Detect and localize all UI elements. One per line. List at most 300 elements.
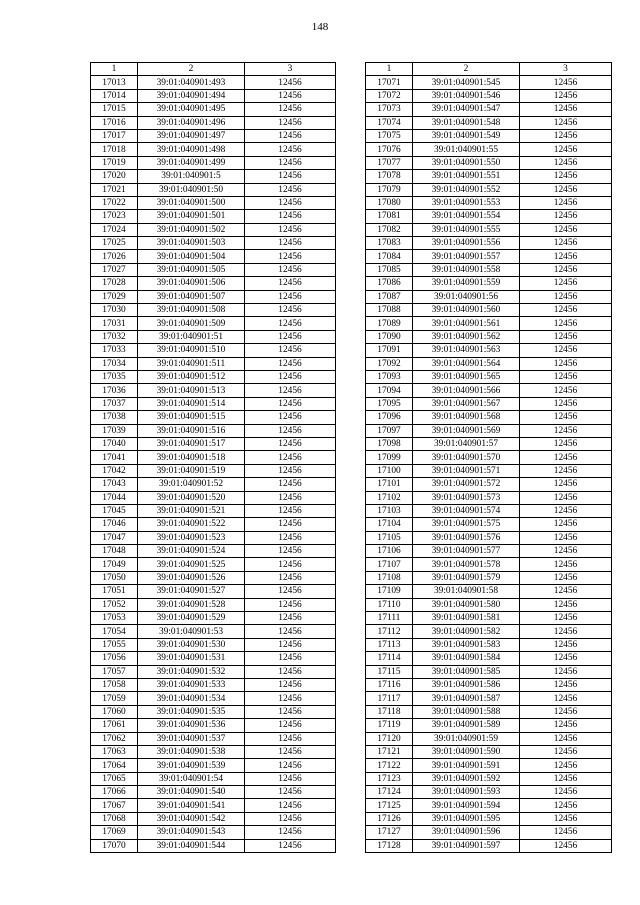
cell-value: 12456 — [245, 424, 336, 437]
cell-row-number: 17101 — [366, 478, 413, 491]
table-row — [366, 196, 612, 209]
table-row — [91, 76, 336, 89]
cell-row-number: 17038 — [91, 411, 138, 424]
cell-value: 12456 — [520, 558, 612, 571]
cell-cadastral-number: 39:01:040901:543 — [138, 826, 245, 839]
table-row — [366, 531, 612, 544]
cell-row-number: 17017 — [91, 129, 138, 142]
cell-value: 12456 — [245, 250, 336, 263]
cell-row-number: 17015 — [91, 103, 138, 116]
cell-value: 12456 — [520, 357, 612, 370]
table-row — [91, 116, 336, 129]
cell-cadastral-number: 39:01:040901:578 — [413, 558, 520, 571]
cell-row-number: 17061 — [91, 719, 138, 732]
cell-row-number: 17063 — [91, 745, 138, 758]
cell-cadastral-number: 39:01:040901:531 — [138, 652, 245, 665]
cell-cadastral-number: 39:01:040901:494 — [138, 89, 245, 102]
cell-value: 12456 — [245, 210, 336, 223]
cell-value: 12456 — [520, 196, 612, 209]
cell-cadastral-number: 39:01:040901:59 — [413, 732, 520, 745]
cell-value: 12456 — [520, 103, 612, 116]
cell-value: 12456 — [245, 143, 336, 156]
cell-row-number: 17073 — [366, 103, 413, 116]
cell-row-number: 17093 — [366, 370, 413, 383]
cell-cadastral-number: 39:01:040901:55 — [413, 143, 520, 156]
cell-row-number: 17116 — [366, 678, 413, 691]
cell-cadastral-number: 39:01:040901:505 — [138, 263, 245, 276]
table-row — [366, 745, 612, 758]
cell-cadastral-number: 39:01:040901:537 — [138, 732, 245, 745]
cell-value: 12456 — [245, 156, 336, 169]
registry-table-right — [365, 62, 612, 853]
cell-row-number: 17074 — [366, 116, 413, 129]
cell-value: 12456 — [520, 384, 612, 397]
cell-cadastral-number: 39:01:040901:579 — [413, 571, 520, 584]
cell-cadastral-number: 39:01:040901:538 — [138, 745, 245, 758]
cell-cadastral-number: 39:01:040901:519 — [138, 464, 245, 477]
table-row — [91, 719, 336, 732]
cell-value: 12456 — [245, 665, 336, 678]
cell-cadastral-number: 39:01:040901:569 — [413, 424, 520, 437]
cell-row-number: 17088 — [366, 304, 413, 317]
table-row — [91, 692, 336, 705]
cell-cadastral-number: 39:01:040901:500 — [138, 196, 245, 209]
cell-row-number: 17078 — [366, 170, 413, 183]
cell-cadastral-number: 39:01:040901:544 — [138, 839, 245, 852]
cell-cadastral-number: 39:01:040901:548 — [413, 116, 520, 129]
cell-value: 12456 — [245, 598, 336, 611]
cell-value: 12456 — [520, 638, 612, 651]
cell-cadastral-number: 39:01:040901:53 — [138, 625, 245, 638]
cell-value: 12456 — [520, 678, 612, 691]
cell-value: 12456 — [520, 143, 612, 156]
table-row — [91, 237, 336, 250]
table-row — [91, 196, 336, 209]
table-row — [91, 156, 336, 169]
cell-cadastral-number: 39:01:040901:554 — [413, 210, 520, 223]
cell-value: 12456 — [245, 705, 336, 718]
table-row — [91, 317, 336, 330]
cell-row-number: 17091 — [366, 344, 413, 357]
table-row — [366, 839, 612, 852]
table-row — [366, 665, 612, 678]
table-row — [91, 183, 336, 196]
cell-cadastral-number: 39:01:040901:560 — [413, 304, 520, 317]
cell-cadastral-number: 39:01:040901:581 — [413, 612, 520, 625]
cell-value: 12456 — [520, 799, 612, 812]
cell-value: 12456 — [245, 839, 336, 852]
cell-value: 12456 — [520, 625, 612, 638]
cell-value: 12456 — [245, 170, 336, 183]
cell-row-number: 17028 — [91, 277, 138, 290]
cell-value: 12456 — [245, 103, 336, 116]
cell-cadastral-number: 39:01:040901:536 — [138, 719, 245, 732]
cell-value: 12456 — [520, 812, 612, 825]
cell-value: 12456 — [520, 290, 612, 303]
table-row — [366, 705, 612, 718]
cell-value: 12456 — [245, 330, 336, 343]
cell-cadastral-number: 39:01:040901:517 — [138, 437, 245, 450]
table-row — [91, 558, 336, 571]
table-row — [366, 357, 612, 370]
cell-row-number: 17041 — [91, 451, 138, 464]
cell-value: 12456 — [520, 210, 612, 223]
cell-cadastral-number: 39:01:040901:54 — [138, 772, 245, 785]
table-row — [366, 598, 612, 611]
table-row — [366, 545, 612, 558]
cell-row-number: 17105 — [366, 531, 413, 544]
cell-value: 12456 — [245, 558, 336, 571]
cell-row-number: 17044 — [91, 491, 138, 504]
cell-row-number: 17104 — [366, 518, 413, 531]
cell-cadastral-number: 39:01:040901:595 — [413, 812, 520, 825]
table-row — [91, 170, 336, 183]
cell-value: 12456 — [245, 692, 336, 705]
cell-value: 12456 — [245, 196, 336, 209]
cell-row-number: 17029 — [91, 290, 138, 303]
table-row — [91, 397, 336, 410]
cell-row-number: 17121 — [366, 745, 413, 758]
cell-value: 12456 — [245, 571, 336, 584]
table-row — [91, 143, 336, 156]
cell-cadastral-number: 39:01:040901:576 — [413, 531, 520, 544]
cell-row-number: 17052 — [91, 598, 138, 611]
cell-row-number: 17095 — [366, 397, 413, 410]
cell-cadastral-number: 39:01:040901:539 — [138, 759, 245, 772]
table-row — [91, 290, 336, 303]
cell-value: 12456 — [520, 330, 612, 343]
cell-row-number: 17042 — [91, 464, 138, 477]
cell-cadastral-number: 39:01:040901:561 — [413, 317, 520, 330]
cell-value: 12456 — [245, 384, 336, 397]
cell-cadastral-number: 39:01:040901:5 — [138, 170, 245, 183]
cell-value: 12456 — [245, 719, 336, 732]
cell-cadastral-number: 39:01:040901:562 — [413, 330, 520, 343]
cell-cadastral-number: 39:01:040901:498 — [138, 143, 245, 156]
cell-cadastral-number: 39:01:040901:547 — [413, 103, 520, 116]
cell-value: 12456 — [520, 612, 612, 625]
cell-row-number: 17057 — [91, 665, 138, 678]
cell-cadastral-number: 39:01:040901:565 — [413, 370, 520, 383]
cell-cadastral-number: 39:01:040901:522 — [138, 518, 245, 531]
cell-row-number: 17031 — [91, 317, 138, 330]
cell-cadastral-number: 39:01:040901:546 — [413, 89, 520, 102]
cell-row-number: 17039 — [91, 424, 138, 437]
table-row — [366, 504, 612, 517]
cell-value: 12456 — [245, 531, 336, 544]
table-row — [91, 103, 336, 116]
cell-row-number: 17016 — [91, 116, 138, 129]
table-row — [366, 411, 612, 424]
cell-value: 12456 — [520, 156, 612, 169]
cell-value: 12456 — [520, 585, 612, 598]
cell-row-number: 17119 — [366, 719, 413, 732]
cell-cadastral-number: 39:01:040901:574 — [413, 504, 520, 517]
cell-cadastral-number: 39:01:040901:526 — [138, 571, 245, 584]
cell-row-number: 17081 — [366, 210, 413, 223]
cell-value: 12456 — [245, 116, 336, 129]
cell-value: 12456 — [245, 370, 336, 383]
table-row — [91, 665, 336, 678]
cell-cadastral-number: 39:01:040901:550 — [413, 156, 520, 169]
cell-value: 12456 — [520, 839, 612, 852]
cell-cadastral-number: 39:01:040901:502 — [138, 223, 245, 236]
cell-cadastral-number: 39:01:040901:497 — [138, 129, 245, 142]
cell-cadastral-number: 39:01:040901:580 — [413, 598, 520, 611]
cell-value: 12456 — [520, 277, 612, 290]
cell-cadastral-number: 39:01:040901:567 — [413, 397, 520, 410]
cell-value: 12456 — [245, 504, 336, 517]
cell-cadastral-number: 39:01:040901:525 — [138, 558, 245, 571]
cell-cadastral-number: 39:01:040901:508 — [138, 304, 245, 317]
cell-row-number: 17013 — [91, 76, 138, 89]
table-row — [366, 692, 612, 705]
table-row — [91, 571, 336, 584]
table-row — [366, 263, 612, 276]
cell-value: 12456 — [520, 732, 612, 745]
cell-value: 12456 — [245, 652, 336, 665]
table-row — [91, 652, 336, 665]
cell-cadastral-number: 39:01:040901:551 — [413, 170, 520, 183]
cell-value: 12456 — [520, 183, 612, 196]
cell-value: 12456 — [520, 478, 612, 491]
cell-row-number: 17047 — [91, 531, 138, 544]
cell-cadastral-number: 39:01:040901:527 — [138, 585, 245, 598]
cell-value: 12456 — [520, 504, 612, 517]
table-row — [91, 370, 336, 383]
cell-value: 12456 — [245, 638, 336, 651]
cell-row-number: 17123 — [366, 772, 413, 785]
cell-cadastral-number: 39:01:040901:542 — [138, 812, 245, 825]
table-row — [366, 250, 612, 263]
cell-value: 12456 — [245, 585, 336, 598]
cell-cadastral-number: 39:01:040901:558 — [413, 263, 520, 276]
cell-row-number: 17068 — [91, 812, 138, 825]
cell-value: 12456 — [245, 317, 336, 330]
table-row — [91, 129, 336, 142]
cell-row-number: 17034 — [91, 357, 138, 370]
column-header-cadastral: 2 — [413, 63, 520, 76]
cell-value: 12456 — [245, 183, 336, 196]
cell-value: 12456 — [245, 277, 336, 290]
table-row — [366, 786, 612, 799]
table-row — [366, 183, 612, 196]
table-row — [366, 518, 612, 531]
cell-cadastral-number: 39:01:040901:571 — [413, 464, 520, 477]
cell-cadastral-number: 39:01:040901:56 — [413, 290, 520, 303]
table-row — [366, 571, 612, 584]
cell-value: 12456 — [520, 705, 612, 718]
cell-value: 12456 — [520, 237, 612, 250]
table-row — [366, 772, 612, 785]
cell-cadastral-number: 39:01:040901:575 — [413, 518, 520, 531]
table-row — [91, 384, 336, 397]
cell-cadastral-number: 39:01:040901:583 — [413, 638, 520, 651]
cell-value: 12456 — [520, 464, 612, 477]
cell-row-number: 17069 — [91, 826, 138, 839]
cell-row-number: 17103 — [366, 504, 413, 517]
cell-row-number: 17053 — [91, 612, 138, 625]
cell-cadastral-number: 39:01:040901:553 — [413, 196, 520, 209]
cell-row-number: 17066 — [91, 786, 138, 799]
table-row — [91, 826, 336, 839]
cell-value: 12456 — [520, 598, 612, 611]
cell-cadastral-number: 39:01:040901:582 — [413, 625, 520, 638]
table-row — [91, 464, 336, 477]
table-row — [366, 116, 612, 129]
cell-cadastral-number: 39:01:040901:545 — [413, 76, 520, 89]
cell-row-number: 17120 — [366, 732, 413, 745]
cell-row-number: 17112 — [366, 625, 413, 638]
cell-cadastral-number: 39:01:040901:593 — [413, 786, 520, 799]
table-row — [91, 277, 336, 290]
table-row — [366, 384, 612, 397]
table-row — [366, 397, 612, 410]
cell-value: 12456 — [520, 370, 612, 383]
table-row — [366, 277, 612, 290]
cell-row-number: 17051 — [91, 585, 138, 598]
table-row — [91, 638, 336, 651]
cell-row-number: 17018 — [91, 143, 138, 156]
cell-row-number: 17024 — [91, 223, 138, 236]
cell-value: 12456 — [245, 223, 336, 236]
column-header-value: 3 — [245, 63, 336, 76]
cell-row-number: 17032 — [91, 330, 138, 343]
cell-row-number: 17094 — [366, 384, 413, 397]
table-row — [366, 451, 612, 464]
cell-cadastral-number: 39:01:040901:523 — [138, 531, 245, 544]
cell-value: 12456 — [245, 437, 336, 450]
cell-row-number: 17043 — [91, 478, 138, 491]
table-row — [91, 745, 336, 758]
cell-row-number: 17118 — [366, 705, 413, 718]
cell-value: 12456 — [245, 826, 336, 839]
table-row — [366, 652, 612, 665]
cell-cadastral-number: 39:01:040901:511 — [138, 357, 245, 370]
cell-value: 12456 — [520, 531, 612, 544]
cell-value: 12456 — [520, 411, 612, 424]
cell-cadastral-number: 39:01:040901:584 — [413, 652, 520, 665]
cell-row-number: 17058 — [91, 678, 138, 691]
table-row — [366, 491, 612, 504]
cell-row-number: 17060 — [91, 705, 138, 718]
table-row — [91, 625, 336, 638]
table-row — [91, 759, 336, 772]
cell-row-number: 17055 — [91, 638, 138, 651]
cell-value: 12456 — [520, 116, 612, 129]
cell-value: 12456 — [245, 545, 336, 558]
cell-row-number: 17067 — [91, 799, 138, 812]
cell-cadastral-number: 39:01:040901:552 — [413, 183, 520, 196]
cell-cadastral-number: 39:01:040901:529 — [138, 612, 245, 625]
cell-row-number: 17059 — [91, 692, 138, 705]
cell-value: 12456 — [245, 732, 336, 745]
table-row — [366, 143, 612, 156]
cell-row-number: 17022 — [91, 196, 138, 209]
cell-value: 12456 — [245, 625, 336, 638]
cell-row-number: 17040 — [91, 437, 138, 450]
cell-value: 12456 — [520, 263, 612, 276]
cell-value: 12456 — [520, 317, 612, 330]
table-row — [366, 76, 612, 89]
table-row — [366, 719, 612, 732]
cell-value: 12456 — [245, 478, 336, 491]
table-row — [366, 826, 612, 839]
cell-row-number: 17086 — [366, 277, 413, 290]
table-row — [91, 478, 336, 491]
cell-value: 12456 — [245, 263, 336, 276]
table-row — [91, 344, 336, 357]
table-row — [366, 330, 612, 343]
table-row — [366, 170, 612, 183]
cell-cadastral-number: 39:01:040901:570 — [413, 451, 520, 464]
table-row — [366, 585, 612, 598]
cell-value: 12456 — [520, 250, 612, 263]
cell-row-number: 17126 — [366, 812, 413, 825]
table-row — [366, 89, 612, 102]
cell-value: 12456 — [520, 437, 612, 450]
cell-value: 12456 — [520, 759, 612, 772]
cell-row-number: 17019 — [91, 156, 138, 169]
cell-value: 12456 — [520, 451, 612, 464]
cell-row-number: 17046 — [91, 518, 138, 531]
cell-row-number: 17114 — [366, 652, 413, 665]
table-row — [366, 759, 612, 772]
cell-cadastral-number: 39:01:040901:557 — [413, 250, 520, 263]
cell-row-number: 17115 — [366, 665, 413, 678]
table-row — [91, 89, 336, 102]
cell-cadastral-number: 39:01:040901:516 — [138, 424, 245, 437]
cell-row-number: 17064 — [91, 759, 138, 772]
table-row — [366, 732, 612, 745]
cell-row-number: 17127 — [366, 826, 413, 839]
table-row — [366, 638, 612, 651]
page-number: 148 — [311, 21, 329, 33]
cell-cadastral-number: 39:01:040901:568 — [413, 411, 520, 424]
cell-row-number: 17056 — [91, 652, 138, 665]
table-row — [366, 678, 612, 691]
cell-cadastral-number: 39:01:040901:503 — [138, 237, 245, 250]
cell-value: 12456 — [520, 545, 612, 558]
cell-row-number: 17014 — [91, 89, 138, 102]
cell-cadastral-number: 39:01:040901:585 — [413, 665, 520, 678]
cell-value: 12456 — [520, 129, 612, 142]
cell-cadastral-number: 39:01:040901:513 — [138, 384, 245, 397]
cell-value: 12456 — [520, 786, 612, 799]
cell-cadastral-number: 39:01:040901:509 — [138, 317, 245, 330]
table-row — [91, 678, 336, 691]
table-row — [91, 545, 336, 558]
cell-value: 12456 — [245, 491, 336, 504]
cell-value: 12456 — [520, 89, 612, 102]
cell-cadastral-number: 39:01:040901:589 — [413, 719, 520, 732]
cell-row-number: 17077 — [366, 156, 413, 169]
cell-row-number: 17027 — [91, 263, 138, 276]
table-row — [366, 290, 612, 303]
table-row — [366, 370, 612, 383]
cell-cadastral-number: 39:01:040901:564 — [413, 357, 520, 370]
table-row — [366, 464, 612, 477]
cell-cadastral-number: 39:01:040901:533 — [138, 678, 245, 691]
cell-value: 12456 — [520, 223, 612, 236]
cell-row-number: 17025 — [91, 237, 138, 250]
table-row — [366, 156, 612, 169]
cell-cadastral-number: 39:01:040901:520 — [138, 491, 245, 504]
cell-row-number: 17026 — [91, 250, 138, 263]
column-header-number: 1 — [366, 63, 413, 76]
cell-value: 12456 — [245, 304, 336, 317]
table-row — [366, 223, 612, 236]
